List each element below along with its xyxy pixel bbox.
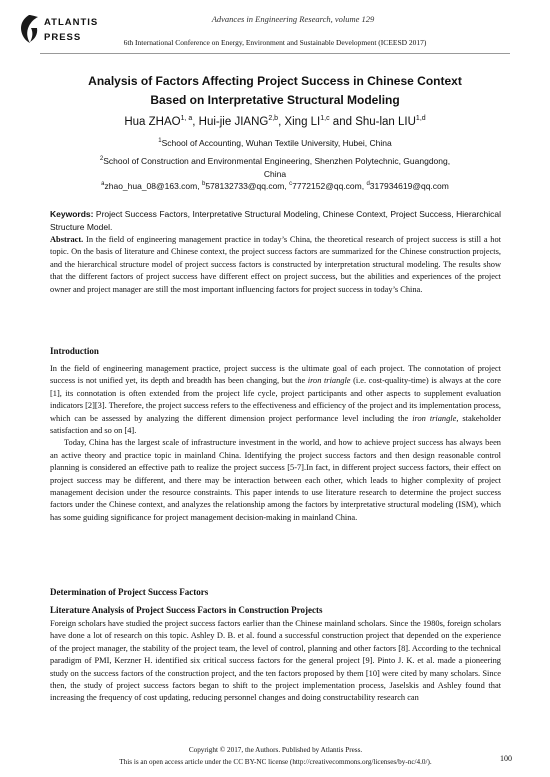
section-heading-introduction: Introduction [50,346,99,356]
author-separator: , [192,115,199,128]
email-link[interactable]: 7772152@qq.com [292,181,362,191]
title-line-1: Analysis of Factors Affecting Project Success in Chinese Context [88,74,462,88]
author-name: Shu-lan LIU [355,115,416,128]
affiliation-text: School of Accounting, Wuhan Textile University, Hubei, China [161,137,392,148]
section2-paragraph-1: Foreign scholars have studied the project success factors earlier than the Chinese mainland scholars. Since the 1980s, foreign scholars have done a lot of research on this topic. Ashley D. B. et al. found a successful construction project that depended on the experience of the project manager, the stability of the project team, the level of control, planning and other factors [8]. According to the technical paradigm of PMI, Kerzner H. identified six critical success factors for the general project [9]. Pinto J. K. et al. made a pioneering study on the success factors of the construction project, and the ten factors proposed by them [10] were cited by many scholars. Since then, the study of project success factors began to shift to the project implementation process, Jaselskis and Ashley found that increasing the frequency of cost updating, reducing personnel changes and doing constructability research can [50,619,501,703]
affiliation-1 [40,135,510,150]
email-sup: d [366,181,370,188]
section2-body [50,618,501,705]
email-link[interactable]: 578132733@qq.com [205,181,285,191]
conference-line: 6th International Conference on Energy, Environment and Sustainable Development (ICEESD 2017) [123,38,427,47]
abstract-text: In the field of engineering management practice in today’s China, the theoretical research of project success is still a hot topic. On the basis of literature and Chinese context, the project success factors are summarized for the Chinese construction projects, and the hierarchical structure model of project success factors is constructed by interpretation structural modeling. The results show that the different factors of project success have different effect on project success, but the abilities and experiences of the project owner and project manager are still the most important influencing factors for project success in today’s China. [50,235,501,294]
author-separator: , [278,115,285,128]
author-affil-sup: 1,c [320,115,330,122]
affiliation-2 [40,153,510,181]
abstract [50,234,501,296]
title-line-2: Based on Interpretative Structural Modeling [150,93,400,107]
subsection-heading: Literature Analysis of Project Success Factors in Construction Projects [50,605,323,615]
keywords-label: Keywords: [50,209,94,219]
email-sup: b [201,181,206,188]
author-affil-sup: 1,d [415,115,426,122]
journal-line: Advances in Engineering Research, volume 129 [211,14,375,24]
affiliation-sup: 2 [99,156,104,162]
license-line[interactable]: This is an open access article under the CC BY-NC license (http://creativecommons.org/licenses/by-nc/4.0/). [119,758,432,766]
page-number: 100 [500,754,512,763]
author-separator: and [329,115,356,128]
copyright-line: Copyright © 2017, the Authors. Published by Atlantis Press. [188,746,363,754]
author-name: Xing LI [284,115,321,128]
text-run: , stakeholder satisfaction and so on [4]. [50,413,502,436]
email-link[interactable]: zhao_hua_08@163.com [104,181,198,191]
paper-title [40,72,510,110]
email-link[interactable]: 317934619@qq.com [369,181,449,191]
author-name: Hui-jie JIANG [198,115,269,128]
atlantis-logo-icon [18,14,40,44]
affiliation-text-2: China [263,168,287,179]
text-run: (i.e. cost-quality-time) is always at the core [1], its connotation is often extended from the project life cycle, project participants and other aspects to supplement evaluation indicators [2][3]. Therefore, the project success refers to the effectiveness and efficiency of the project and its implementation process, which can be assessed by analyzing the different dimension project performance level including the [50,376,501,423]
intro-paragraph-1 [50,363,501,437]
author-name: Hua ZHAO [124,115,181,128]
emphasis: iron triangle [307,376,351,386]
header-divider [40,53,510,54]
abstract-label: Abstract. [50,235,84,244]
email-sup: a [101,181,105,188]
logo-text-bottom: PRESS [44,32,82,43]
introduction-body [50,363,501,524]
affiliation-text: School of Construction and Environmental Engineering, Shenzhen Polytechnic, Guangdong, [103,155,451,166]
author-affil-sup: 2,b [268,115,279,122]
keywords-text: Project Success Factors, Interpretative Structural Modeling, Chinese Context, Project Success, Hierarchical Structure Model. [50,209,501,232]
email-sup: c [289,181,293,188]
section-heading-determination: Determination of Project Success Factors [50,587,209,597]
author-list [40,115,510,128]
intro-paragraph-2: Today, China has the largest scale of infrastructure investment in the world, and how to achieve project success has always been an active theory and practice topic in mainland China. Identifying the project success factors and then design reasonable control planning is considered an effective path to realize the project success [5-7].In fact, in different project success factors, their effect on project success may be different, and there may be interaction between each other, which leads to higher complexity of project management decision under the resource constraints. This paper intends to use literature research to determine the project success factors under the Chinese context, and analyzes the relationship among the factors by interpretative structural modeling (ISM), which has some guiding significance for project management decision-making in mainland China. [50,438,501,522]
emphasis: iron triangle [412,413,457,423]
logo-text-top: ATLANTIS [44,17,99,28]
text-run: In the field of engineering management practice, project success is the ultimate goal of each project. The connotation of project success is not unified yet, its depth and breadth has been changing, but the [50,364,501,386]
email-list: $^a$zhao_hua_08@163.com, $^b$578132733@qq.com, $^c$7772152@qq.com, $^d$317934619@qq.com [101,181,449,191]
author-affil-sup: 1, a [180,115,193,122]
keywords [50,208,501,233]
affiliation-sup: 1 [158,138,162,144]
